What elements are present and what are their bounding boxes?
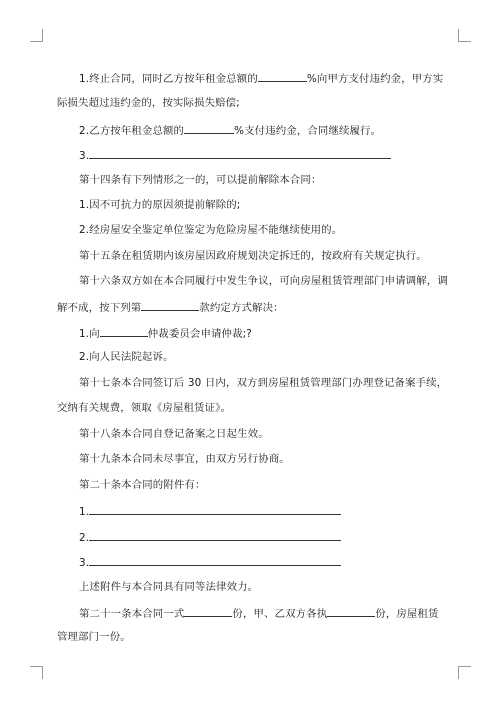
clause-13-item-1-cont: 际损失超过违约金的，按实际损失赔偿; xyxy=(57,97,240,109)
clause-15: 第十五条在租赁期内该房屋因政府规划决定拆迁的，按政府有关规定执行。 xyxy=(79,250,427,262)
attachment-2: 2. xyxy=(79,529,469,545)
clause-13-item-3: 3. xyxy=(79,147,469,163)
clause-16-item-1: 1.向 仲裁委员会申请仲裁;? xyxy=(79,325,469,341)
clause-20-heading: 第二十条本合同的附件有： xyxy=(79,479,206,491)
attachment-validity: 上述附件与本合同具有同等法律效力。 xyxy=(79,581,259,593)
clause-17: 第十七条本合同签订后 30 日内，双方到房屋租赁管理部门办理登记备案手续， xyxy=(79,377,448,389)
page-corner-mark-top-left xyxy=(30,29,43,42)
blank-field xyxy=(184,605,232,617)
blank-field xyxy=(327,605,375,617)
blank-field xyxy=(141,299,199,311)
clause-18: 第十八条本合同自登记备案之日起生效。 xyxy=(79,428,269,440)
blank-field xyxy=(89,147,391,159)
blank-field xyxy=(89,529,341,541)
clause-16-cont: 解不成，按下列第 款约定方式解决： xyxy=(57,299,447,315)
clause-21-cont: 管理部门一份。 xyxy=(57,631,131,643)
clause-16: 第十六条双方如在本合同履行中发生争议，可向房屋租赁管理部门申请调解，调 xyxy=(79,275,448,287)
attachment-3: 3. xyxy=(79,554,469,570)
clause-16-item-2: 2.向人民法院起诉。 xyxy=(79,351,174,363)
page-corner-mark-top-right xyxy=(458,29,471,42)
attachment-1: 1. xyxy=(79,503,469,519)
page-corner-mark-bottom-left xyxy=(30,666,43,679)
clause-14-heading: 第十四条有下列情形之一的，可以提前解除本合同： xyxy=(79,174,322,186)
clause-13-item-2: 2.乙方按年租金总额的 %支付违约金，合同继续履行。 xyxy=(79,122,469,138)
clause-21: 第二十一条本合同一式 份，甲、乙双方各执 份，房屋租赁 xyxy=(79,605,469,621)
page-corner-mark-bottom-right xyxy=(458,666,471,679)
blank-field xyxy=(258,70,307,82)
clause-14-item-1: 1.因不可抗力的原因须提前解除的; xyxy=(79,199,241,211)
blank-field xyxy=(100,325,148,337)
blank-field xyxy=(89,554,341,566)
blank-field xyxy=(184,122,234,134)
clause-17-cont: 交纳有关规费，领取《房屋租赁证》。 xyxy=(57,402,231,414)
clause-19: 第十九条本合同未尽事宜，由双方另行协商。 xyxy=(79,453,290,465)
clause-13-item-1: 1.终止合同，同时乙方按年租金总额的 %向甲方支付违约金，甲方实 xyxy=(79,70,469,86)
clause-14-item-2: 2.经房屋安全鉴定单位鉴定为危险房屋不能继续使用的。 xyxy=(79,224,343,236)
blank-field xyxy=(89,503,341,515)
